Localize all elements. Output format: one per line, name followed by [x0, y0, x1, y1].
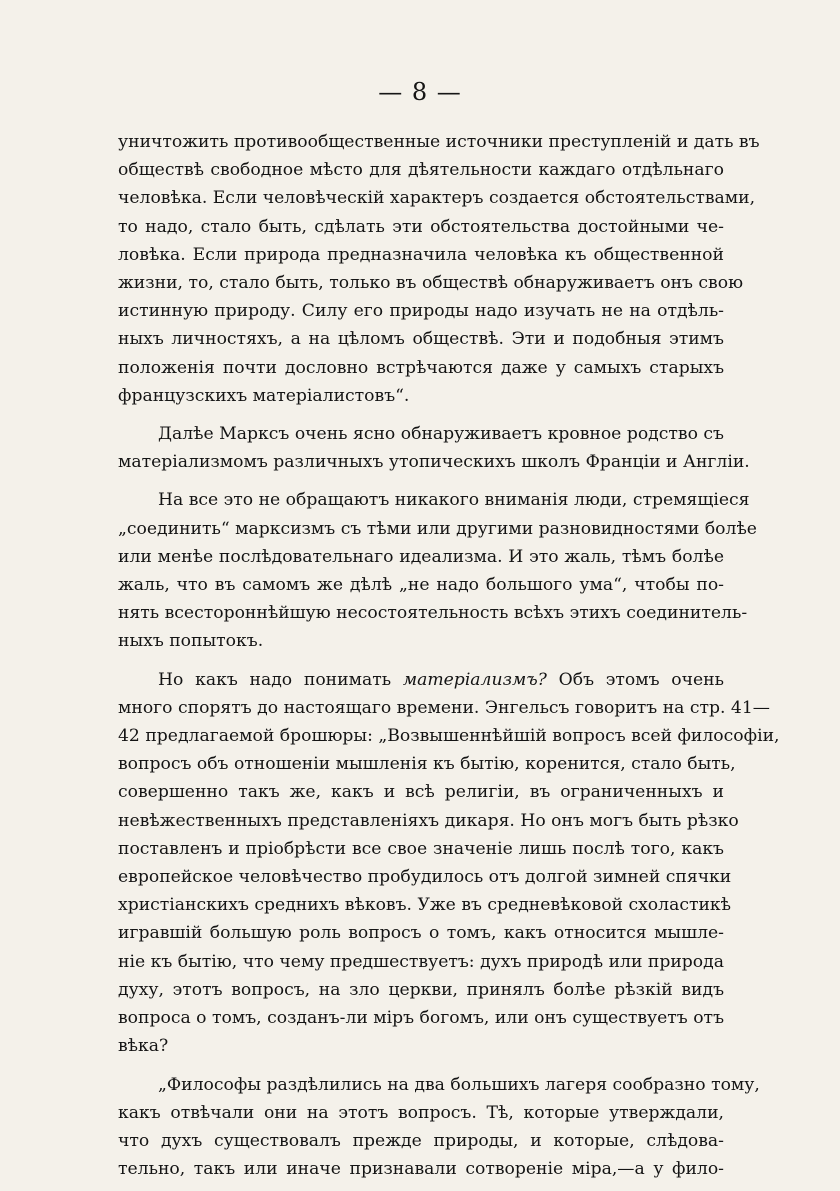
text-line: христіанскихъ среднихъ вѣковъ. Уже въ средневѣковой схоластикѣ	[118, 895, 732, 916]
text-line: уничтожить противообщественные источники преступленій и дать въ	[118, 132, 760, 152]
text-line: ніе къ бытію, что чему предшествуетъ: духъ природѣ или природа	[118, 951, 724, 972]
text-line: „соединить“ марксизмъ съ тѣми или другими разновидностями болѣе	[118, 518, 757, 539]
text-fragment: Но какъ надо понимать	[158, 669, 392, 690]
text-line: вѣка?	[118, 1036, 169, 1057]
page-number: — 8 —	[378, 78, 462, 106]
text-line: положенія почти дословно встрѣчаются даже у самыхъ старыхъ	[118, 357, 724, 378]
text-line: На все это не обращаютъ никакого вниманія люди, стремящіеся	[158, 490, 750, 511]
emphasized-term: матеріализмъ?	[402, 669, 547, 690]
text-line: ныхъ попытокъ.	[118, 631, 264, 652]
text-line: невѣжественныхъ представленіяхъ дикаря. Но онъ могъ быть рѣзко	[118, 810, 739, 831]
text-line: духу, этотъ вопросъ, на зло церкви, принялъ болѣе рѣзкій видъ	[118, 979, 724, 1000]
text-line: совершенно такъ же, какъ и всѣ религіи, въ ограниченныхъ и	[118, 782, 724, 803]
text-line: „Философы раздѣлились на два большихъ лагеря сообразно тому,	[158, 1074, 760, 1095]
text-line: что духъ существовалъ прежде природы, и которые, слѣдова-	[118, 1130, 724, 1151]
paragraph-4	[118, 666, 780, 1061]
text-line: человѣка. Если человѣческій характеръ создается обстоятельствами,	[118, 188, 756, 209]
text-line: много спорятъ до настоящаго времени. Энгельсъ говоритъ на стр. 41—	[118, 697, 770, 718]
text-line: вопросъ объ отношеніи мышленія къ бытію, коренится, стало быть,	[118, 754, 736, 775]
text-line: ныхъ личностяхъ, а на цѣломъ обществѣ. Эти и подобныя этимъ	[118, 329, 724, 350]
text-line: 42 предлагаемой брошюры: „Возвышеннѣйшій вопросъ всей философіи,	[118, 726, 780, 747]
text-line: какъ отвѣчали они на этотъ вопросъ. Тѣ, которые утверждали,	[118, 1102, 724, 1123]
text-line	[118, 666, 724, 694]
text-line: игравшій большую роль вопросъ о томъ, какъ относится мышле-	[118, 923, 724, 944]
paragraph-5	[118, 1071, 760, 1184]
text-fragment: Объ этомъ очень	[558, 669, 724, 690]
text-line: то надо, стало быть, сдѣлать эти обстоятельства достойными че-	[118, 216, 724, 237]
text-line: французскихъ матеріалистовъ“.	[118, 385, 410, 406]
text-line: матеріализмомъ различныхъ утопическихъ школъ Франціи и Англіи.	[118, 452, 750, 473]
text-line: Далѣе Марксъ очень ясно обнаруживаетъ кровное родство съ	[158, 424, 724, 445]
text-line: жаль, что въ самомъ же дѣлѣ „не надо большого ума“, чтобы по-	[118, 575, 724, 596]
text-line: жизни, то, стало быть, только въ обществѣ обнаруживаетъ онъ свою	[118, 273, 744, 294]
text-line: или менѣе послѣдовательнаго идеализма. И это жаль, тѣмъ болѣе	[118, 546, 724, 567]
text-line: поставленъ и пріобрѣсти все свое значеніе лишь послѣ того, какъ	[118, 838, 724, 859]
paragraph-2	[118, 420, 750, 476]
text-line: нять всестороннѣйшую несостоятельность всѣхъ этихъ соединитель-	[118, 603, 748, 624]
text-line: истинную природу. Силу его природы надо изучать не на отдѣль-	[118, 301, 724, 322]
paragraph-3	[118, 486, 757, 655]
page-text	[118, 128, 780, 1183]
text-line: тельно, такъ или иначе признавали сотвореніе міра,—а у фило-	[118, 1159, 724, 1180]
text-line: ловѣка. Если природа предназначила человѣка къ общественной	[118, 244, 724, 265]
text-line: вопроса о томъ, созданъ-ли міръ богомъ, или онъ существуетъ отъ	[118, 1008, 725, 1029]
text-line: обществѣ свободное мѣсто для дѣятельности каждаго отдѣльнаго	[118, 160, 724, 181]
paragraph-1	[118, 128, 760, 410]
text-line: европейское человѣчество пробудилось отъ долгой зимней спячки	[118, 867, 732, 888]
